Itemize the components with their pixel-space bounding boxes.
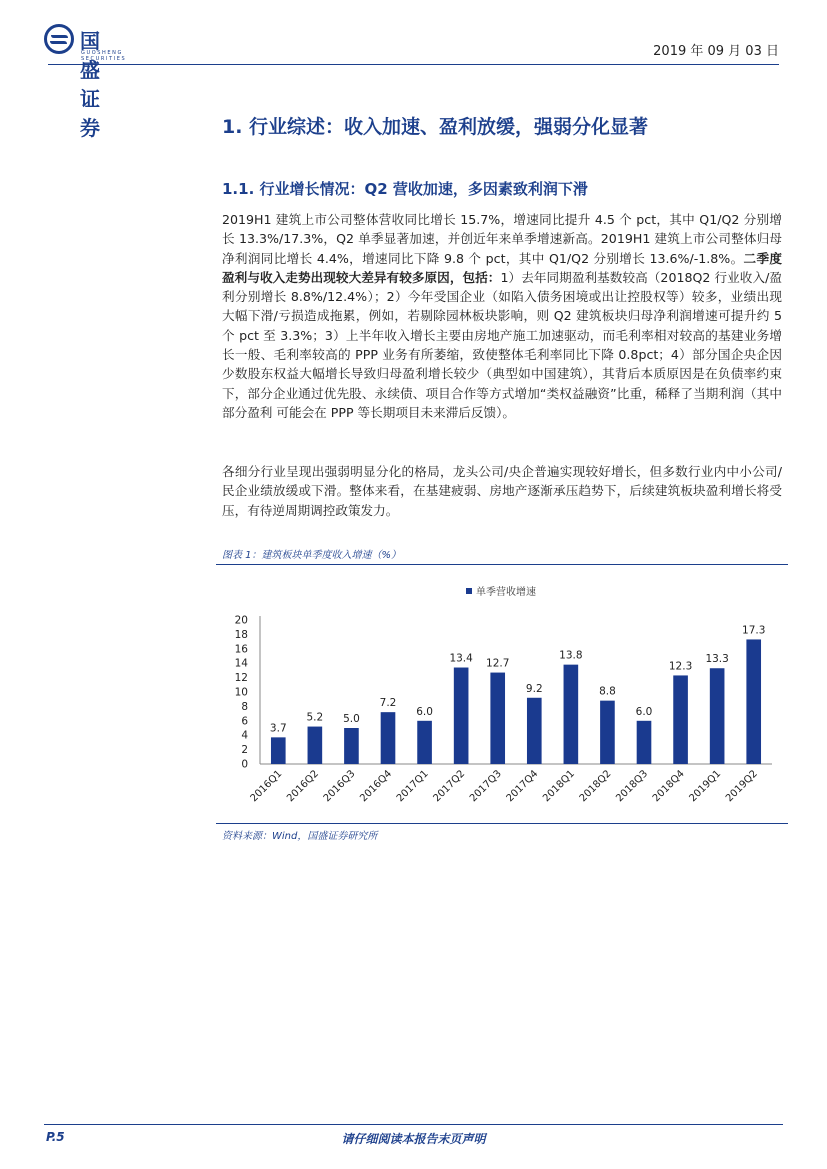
x-tick-label: 2016Q2 [285,768,321,805]
bar [417,721,432,764]
logo-name: 国盛证券 [80,29,101,140]
bar [637,721,652,764]
paragraph-bold-text: 二季度盈利与收入走势出现较大差异有较多原因，包括： [222,250,783,285]
legend-label: 单季营收增速 [476,587,536,598]
data-label: 5.2 [306,711,324,724]
paragraph-text: 2019H1 建筑上市公司整体营收同比增长 15.7%，增速同比提升 4.5 个 pct，其中 Q1/Q2 分别增长 13.3%/17.3%，Q2 单季显著加速，并创近年来单季增速新高。2019H1 建筑上市公司整体归母净利润同比增长 4.4%，增速同比下降 9.8 个 pct，其中 Q1/Q2 分别增长 13.6%/-1.8%。 [222,212,782,266]
x-tick-label: 2017Q3 [467,768,504,805]
y-tick-label: 8 [241,700,248,713]
x-tick-label: 2017Q2 [431,768,468,805]
revenue-growth-bar-chart [216,568,788,820]
x-tick-label: 2017Q1 [394,768,431,805]
legend-swatch [466,588,472,594]
y-tick-label: 16 [234,643,248,656]
data-label: 13.4 [449,652,473,665]
bar [454,668,469,764]
report-date: 2019 年 09 月 03 日 [653,44,779,59]
y-tick-label: 10 [234,686,248,699]
y-tick-label: 18 [234,628,248,641]
x-tick-label: 2016Q4 [358,768,395,805]
bar [673,675,688,764]
bar [746,639,761,764]
disclaimer-text: 请仔细阅读本报告末页声明 [341,1132,486,1146]
bar [344,728,359,764]
figure-top-rule [216,564,788,565]
data-label: 7.2 [379,697,397,710]
body-paragraph-2: 各细分行业呈现出强弱明显分化的格局，龙头公司/央企普遍实现较好增长，但多数行业内中小公司/民企业绩放缓或下滑。整体来看，在基建疲弱、房地产逐渐承压趋势下，后续建筑板块盈利增长将受压，有待逆周期调控政策发力。 [222,464,782,518]
data-label: 5.0 [343,713,360,725]
figure-source: 资料来源：Wind，国盛证券研究所 [222,831,378,842]
x-tick-label: 2018Q1 [541,768,577,805]
bar [564,665,579,764]
data-label: 13.3 [705,653,729,666]
y-tick-label: 4 [241,729,248,742]
data-label: 6.0 [416,705,433,718]
data-label: 9.2 [525,682,543,695]
y-tick-label: 0 [241,758,248,771]
x-tick-label: 2018Q3 [614,768,651,805]
y-tick-label: 20 [234,614,248,627]
x-tick-label: 2018Q4 [650,768,687,805]
x-tick-label: 2016Q1 [248,768,285,805]
data-label: 17.3 [742,624,766,637]
body-paragraph-1 [222,210,782,422]
logo-mark-icon [44,24,74,54]
section-heading: 1. 行业综述：收入加速、盈利放缓，强弱分化显著 [222,116,649,138]
data-label: 6.0 [635,705,653,718]
data-label: 12.7 [486,657,510,670]
bar [710,668,725,764]
data-label: 13.8 [559,649,583,662]
bar [490,673,505,764]
x-tick-label: 2018Q2 [577,768,614,805]
figure-bottom-rule [216,823,788,824]
bar [271,737,286,764]
bar [600,701,615,764]
bar [308,727,323,764]
data-label: 3.7 [269,722,287,735]
header-divider [48,64,779,65]
y-tick-label: 6 [241,715,248,728]
subsection-heading: 1.1. 行业增长情况：Q2 营收加速，多因素致利润下滑 [222,180,588,198]
y-tick-label: 14 [234,657,248,670]
x-tick-label: 2016Q3 [321,768,358,805]
y-tick-label: 12 [234,672,248,685]
bar [381,712,396,764]
page-number: P.5 [46,1130,65,1144]
y-tick-label: 2 [241,744,248,757]
figure-title: 图表 1：建筑板块单季度收入增速（%） [222,550,402,561]
x-tick-label: 2019Q2 [723,768,760,805]
footer-divider [44,1124,783,1125]
logo-subtitle: GUOSHENG SECURITIES [81,50,127,62]
bar [527,698,542,764]
data-label: 12.3 [668,660,693,673]
x-tick-label: 2017Q4 [504,768,541,805]
x-tick-label: 2019Q1 [687,768,724,805]
data-label: 8.8 [599,685,616,698]
paragraph-text: 1）去年同期盈利基数较高（2018Q2 行业收入/盈利分别增长 8.8%/12.4%）；2）今年受国企业（如陷入债务困境或出让控股权等）较多，业绩出现大幅下滑/亏损造成拖累，例如，若剔除园林板块影响，则 Q2 建筑板块归母净利润增速可提升约 5 个 pct 至 3.3%；3）上半年收入增长主要由房地产施工加速驱动，而毛利率相对较高的基建业务增长一般、毛利率较高的 PPP 业务有所萎缩，致使整体毛利率同比下降 0.8pct；4）部分国企央企因少数股东权益大幅增长导致归母盈利增长较少（典型如中国建筑），其背后本质原因是在负债率约束下，部分企业通过优先股、永续债、项目合作等方式增加“类权益融资”比重，稀释了当期利润（其中部分盈利 可能会在 PPP 等长期项目未来滞后反馈）。 [222,269,783,420]
